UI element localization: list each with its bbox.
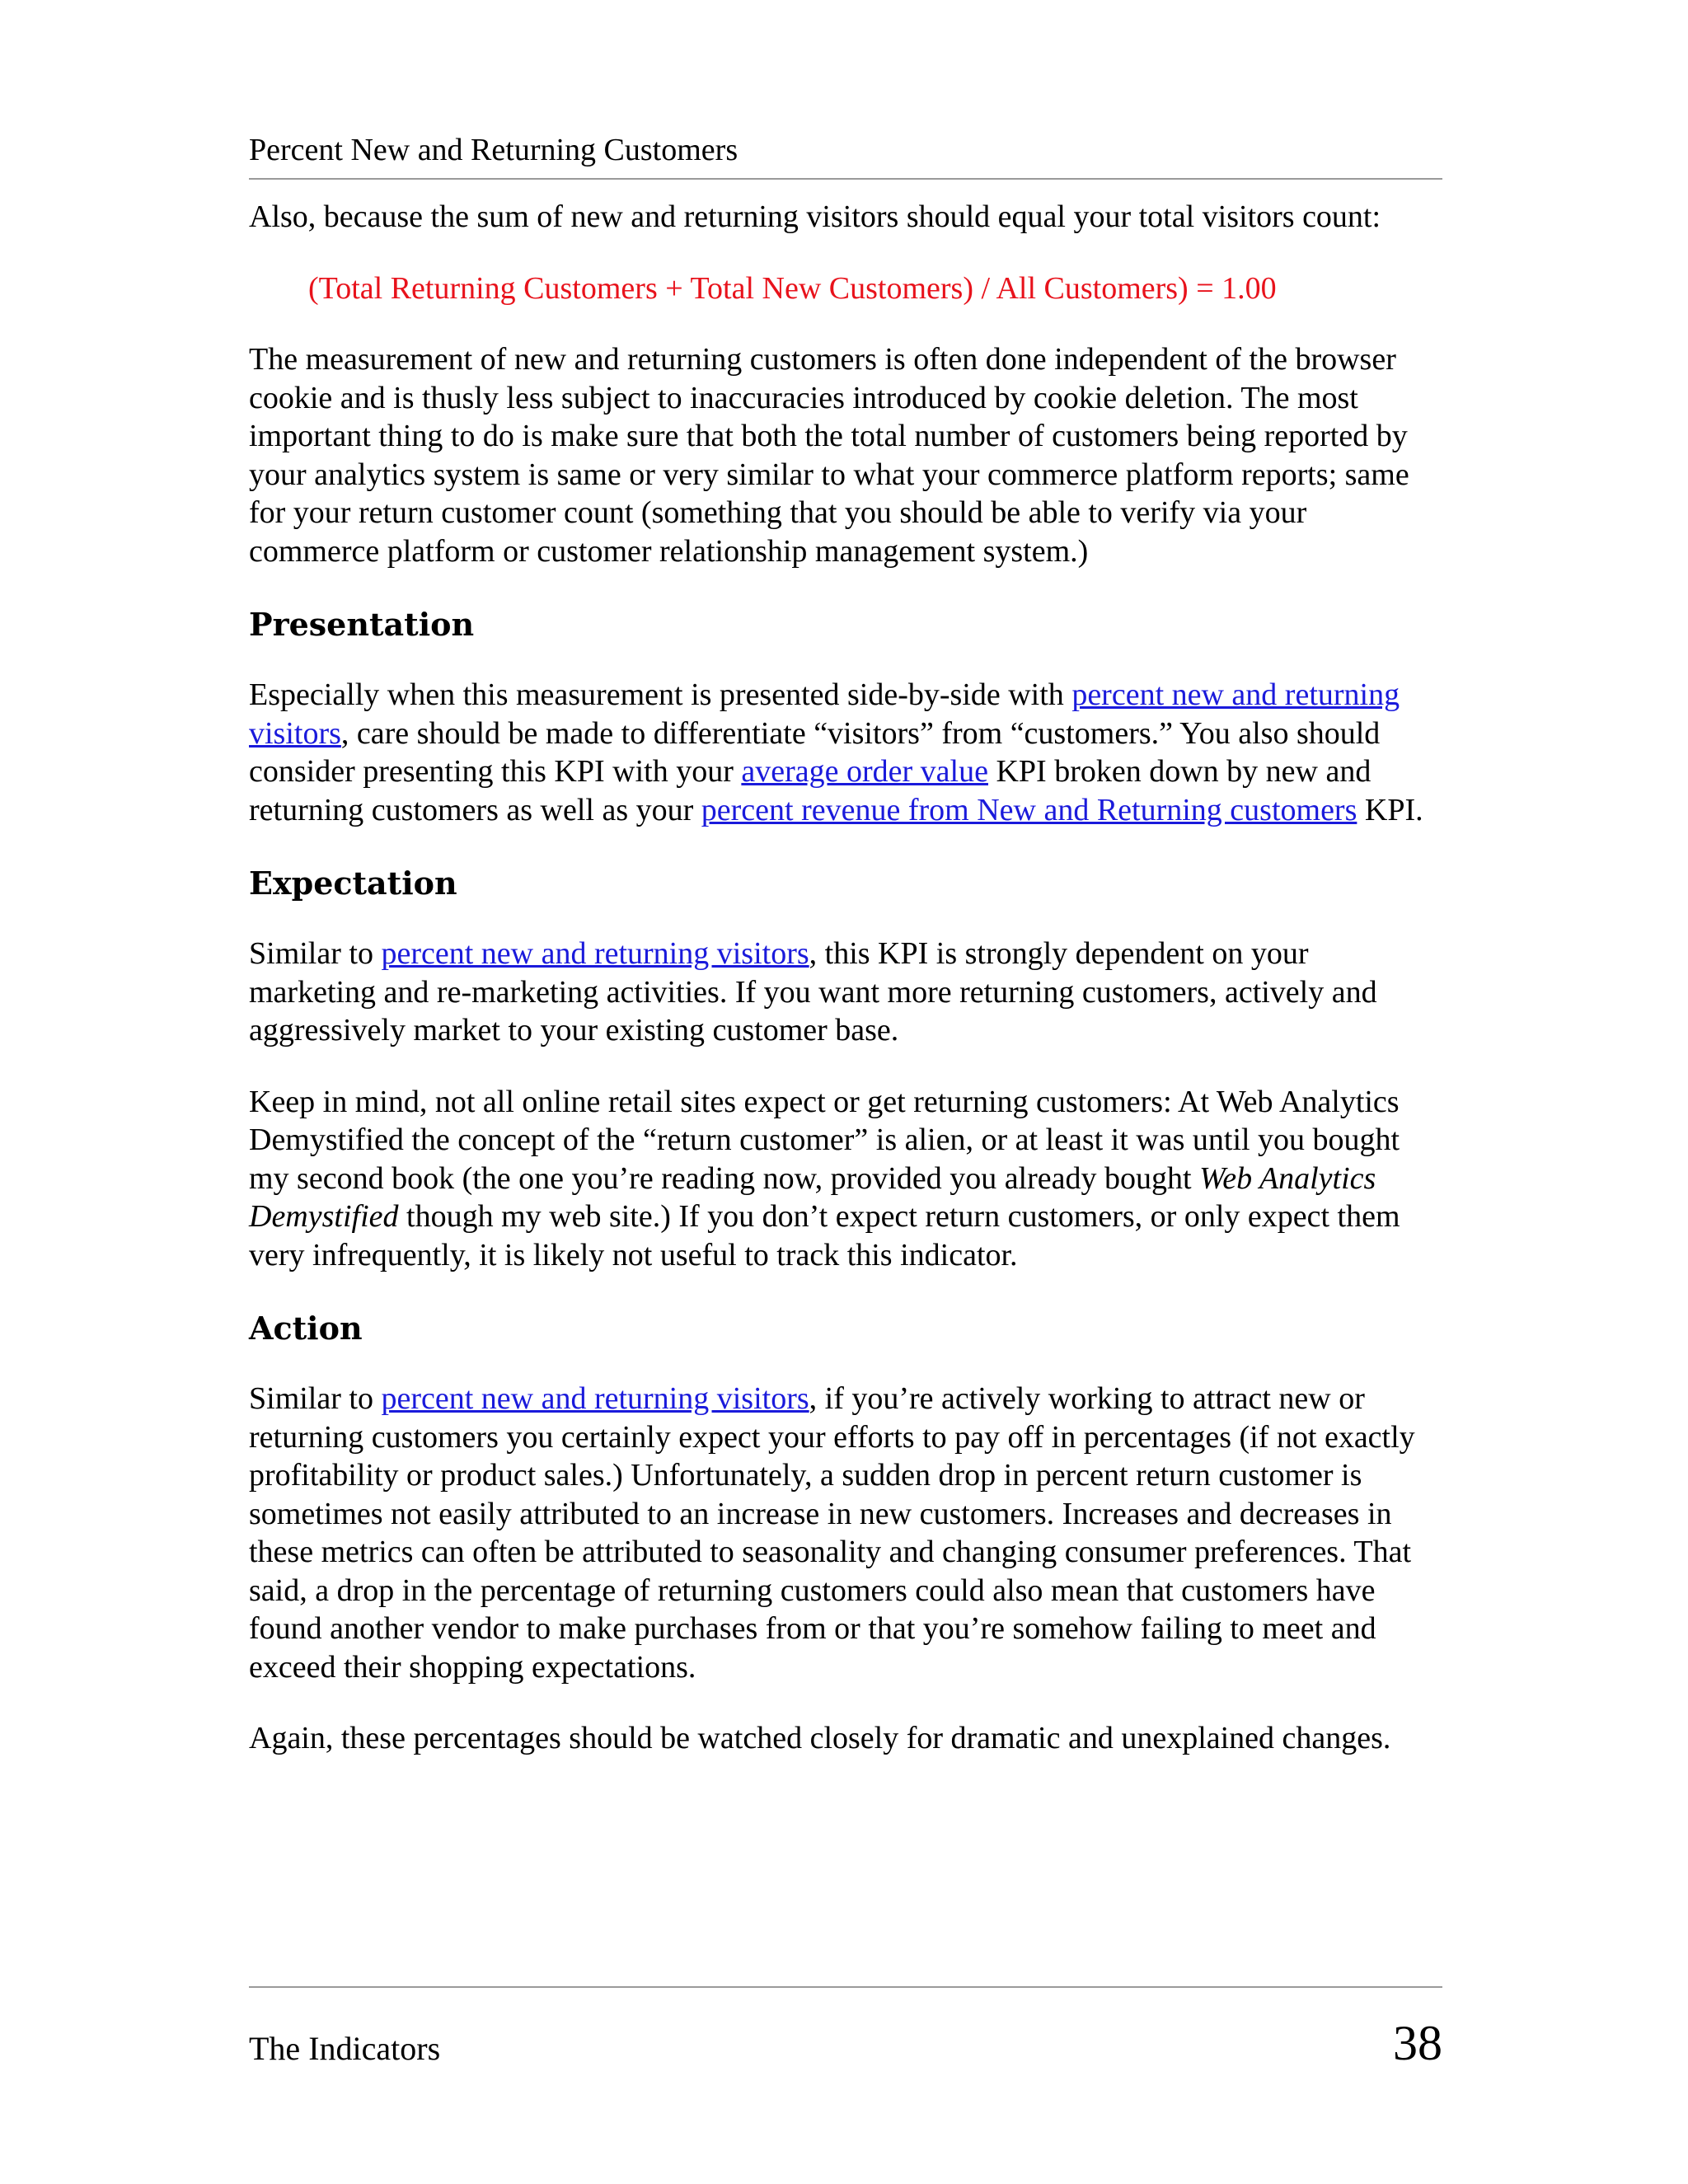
presentation-text-1: Especially when this measurement is presented side-by-side with bbox=[249, 677, 1072, 712]
action-text-2: , if you’re actively working to attract new or returning customers you certainly expect your efforts to pay off in percentages (if not exactly profitability or product sales.) Unfortunately, a sudden drop in percent return customer is sometimes not easily attributed to an increase in new customers. Increases and decreases in these metrics can often be attributed to seasonality and changing consumer preferences. That said, a drop in the percentage of returning customers could also mean that customers have found another vendor to make purchases from or that you’re somehow failing to meet and exceed their shopping expectations. bbox=[249, 1381, 1415, 1685]
percent-new-returning-visitors-link[interactable]: percent new and returning visitors bbox=[381, 1381, 809, 1416]
expectation-p2-text-2: though my web site.) If you don’t expect return customers, or only expect them very infrequently, it is likely not useful to track this indicator. bbox=[249, 1199, 1400, 1272]
formula: (Total Returning Customers + Total New Customers) / All Customers) = 1.00 bbox=[308, 270, 1277, 306]
expectation-paragraph-2 bbox=[249, 1083, 1442, 1275]
action-heading: Action bbox=[249, 1310, 363, 1347]
presentation-text-4: KPI. bbox=[1357, 792, 1423, 827]
percent-revenue-new-returning-link[interactable]: percent revenue from New and Returning customers bbox=[701, 792, 1357, 827]
expectation-text-1: Similar to bbox=[249, 936, 382, 971]
intro-paragraph: Also, because the sum of new and returning visitors should equal your total visitors count: bbox=[249, 199, 1381, 234]
expectation-heading: Expectation bbox=[249, 865, 457, 902]
presentation-text-2: , care should be made to differentiate “visitors” from “customers.” You also should consider presenting this KPI with your bbox=[249, 715, 1381, 789]
percent-new-returning-visitors-link[interactable]: percent new and returning visitors bbox=[381, 936, 809, 971]
expectation-p2-text-1: Keep in mind, not all online retail sites expect or get returning customers: At Web Analytics Demystified the concept of the “return customer” is alien, or at least it was until you bought my second book (the one you’re reading now, provided you already bought bbox=[249, 1084, 1400, 1196]
page-number: 38 bbox=[1393, 2016, 1442, 2070]
footer-divider bbox=[249, 1986, 1442, 1988]
action-text-1: Similar to bbox=[249, 1381, 382, 1416]
measurement-paragraph: The measurement of new and returning customers is often done independent of the browser cookie and is thusly less subject to inaccuracies introduced by cookie deletion. The most important thing to do is make sure that both the total number of customers being reported by your analytics system is same or very similar to what your commerce platform reports; same for your return customer count (something that you should be able to verify via your commerce platform or customer relationship management system.) bbox=[249, 342, 1409, 569]
action-paragraph bbox=[249, 1380, 1442, 1686]
closing-paragraph: Again, these percentages should be watched closely for dramatic and unexplained changes. bbox=[249, 1721, 1391, 1755]
footer-section-title: The Indicators bbox=[249, 2030, 441, 2067]
percent-new-returning-visitors-link[interactable]: percent new and returning visitors bbox=[249, 677, 1400, 751]
presentation-text-3: KPI broken down by new and returning customers as well as your bbox=[249, 754, 1372, 827]
expectation-paragraph bbox=[249, 935, 1442, 1050]
running-header: Percent New and Returning Customers bbox=[249, 129, 1442, 180]
presentation-paragraph bbox=[249, 676, 1442, 829]
presentation-heading: Presentation bbox=[249, 606, 475, 643]
book-title: Web Analytics Demystified bbox=[249, 1160, 1376, 1234]
page-content bbox=[249, 198, 1442, 1791]
average-order-value-link[interactable]: average order value bbox=[741, 754, 988, 789]
expectation-text-2: , this KPI is strongly dependent on your marketing and re-marketing activities. If you want more returning customers, actively and aggressively market to your existing customer base. bbox=[249, 936, 1377, 1047]
